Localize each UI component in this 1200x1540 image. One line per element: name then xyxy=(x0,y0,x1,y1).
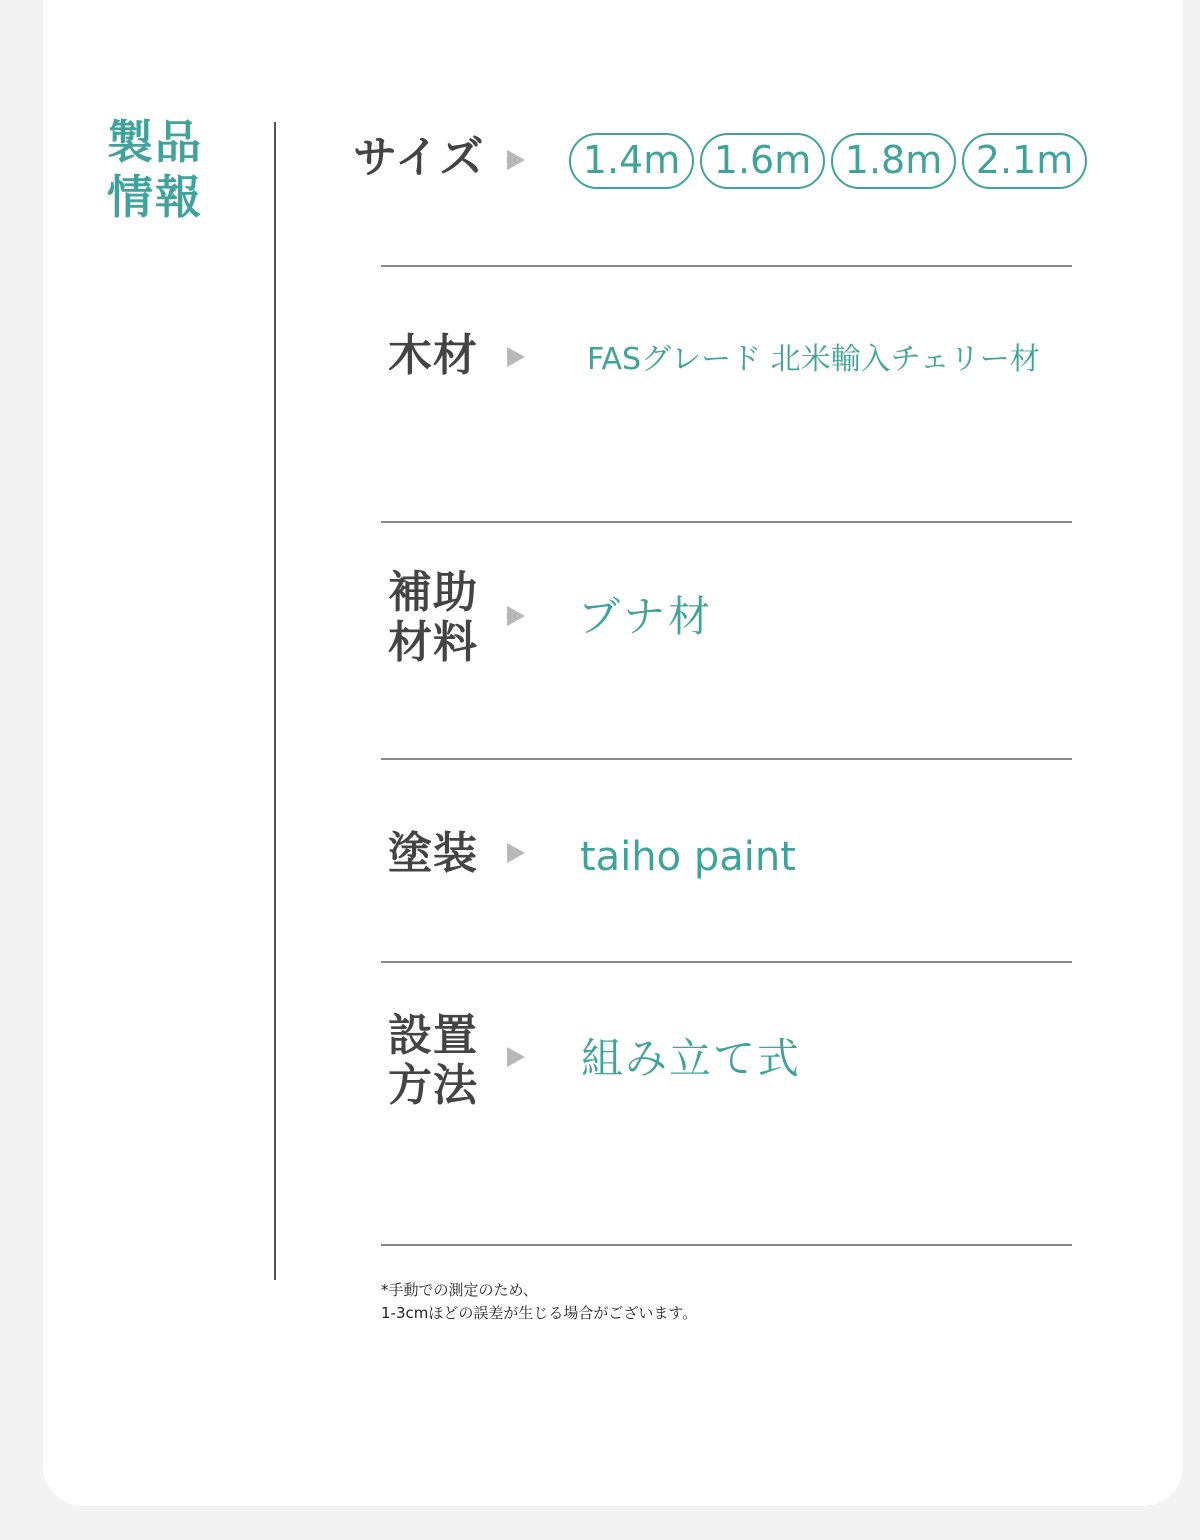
row-divider xyxy=(381,758,1072,760)
wood-label xyxy=(388,331,478,381)
triangle-right-icon xyxy=(507,347,525,367)
paint-label xyxy=(388,829,478,879)
aux-material-value: ブナ材 xyxy=(578,592,714,641)
size-label xyxy=(353,133,484,183)
paint-label-text: 塗装 xyxy=(388,828,478,879)
wood-value: FASグレード 北米輸入チェリー材 xyxy=(587,342,1040,377)
section-title xyxy=(107,115,207,225)
install-method-label-line2: 方法 xyxy=(388,1060,478,1111)
size-option-1-4m[interactable]: 1.4m xyxy=(569,133,694,189)
size-options xyxy=(569,133,1087,189)
install-method-label-line1: 設置 xyxy=(388,1010,478,1061)
row-divider xyxy=(381,265,1072,267)
row-divider xyxy=(381,521,1072,523)
size-option-1-8m[interactable]: 1.8m xyxy=(831,133,956,189)
install-method-label xyxy=(388,1011,478,1111)
paint-value: taiho paint xyxy=(580,834,796,880)
triangle-right-icon xyxy=(507,150,525,170)
footnote-line2: 1-3cmほどの誤差が生じる場合がございます。 xyxy=(381,1304,698,1322)
triangle-right-icon xyxy=(507,843,525,863)
vertical-divider xyxy=(274,122,276,1280)
triangle-right-icon xyxy=(507,1047,525,1067)
aux-material-label-line2: 材料 xyxy=(388,617,478,668)
footnote-line1: *手動での測定のため、 xyxy=(381,1281,538,1299)
measurement-footnote xyxy=(381,1279,697,1325)
row-divider xyxy=(381,961,1072,963)
aux-material-label-line1: 補助 xyxy=(388,567,478,618)
section-title-line1: 製品 xyxy=(107,115,203,169)
install-method-value: 組み立て式 xyxy=(581,1034,802,1083)
size-option-2-1m[interactable]: 2.1m xyxy=(962,133,1087,189)
triangle-right-icon xyxy=(507,606,525,626)
row-divider xyxy=(381,1244,1072,1246)
size-label-text: サイズ xyxy=(353,132,485,183)
size-option-1-6m[interactable]: 1.6m xyxy=(700,133,825,189)
wood-label-text: 木材 xyxy=(388,330,478,381)
aux-material-label xyxy=(388,568,478,668)
section-title-line2: 情報 xyxy=(107,170,203,224)
